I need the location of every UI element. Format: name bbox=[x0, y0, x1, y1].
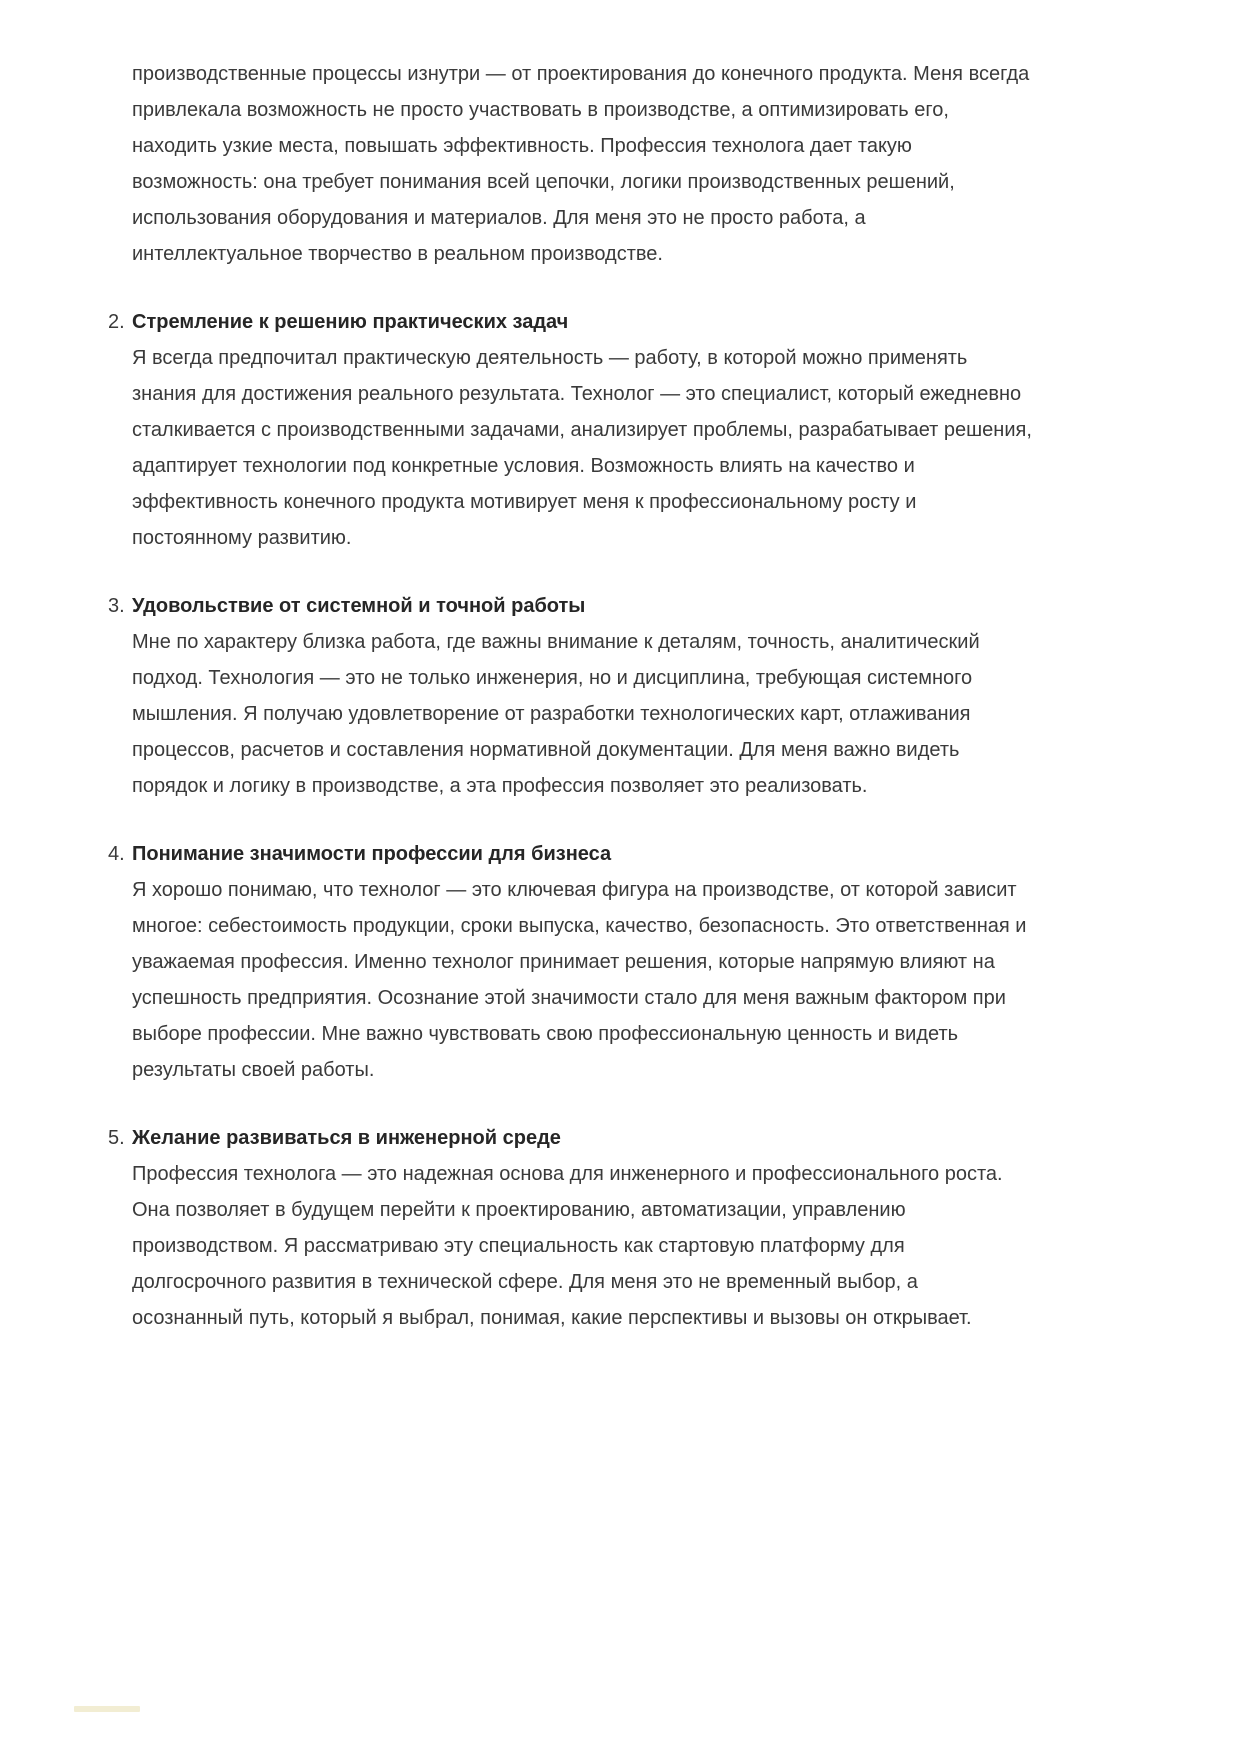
footer-watermark-mark bbox=[74, 1706, 140, 1712]
item-body: Я всегда предпочитал практическую деятельность — работу, в которой можно применять знания для достижения реального результата. Технолог — это специалист, который ежедневно сталкивается с производственными задачами, анализирует проблемы, разрабатывает решения, адаптирует технологии под конкретные условия. Возможность влиять на качество и эффективность конечного продукта мотивирует меня к профессиональному росту и постоянному развитию. bbox=[132, 347, 1032, 549]
item-title: Желание развиваться в инженерной среде bbox=[132, 1127, 561, 1149]
list-item-3 bbox=[108, 588, 1033, 804]
item-number: 4. bbox=[108, 843, 125, 865]
item-title: Удовольствие от системной и точной работы bbox=[132, 595, 586, 617]
text-column bbox=[108, 56, 1033, 1336]
item-number: 2. bbox=[108, 311, 125, 333]
list-item-5 bbox=[108, 1120, 1033, 1336]
list-item-2 bbox=[108, 304, 1033, 556]
item-number: 5. bbox=[108, 1127, 125, 1149]
item-body: Мне по характеру близка работа, где важны внимание к деталям, точность, аналитический подход. Технология — это не только инженерия, но и дисциплина, требующая системного мышления. Я получаю удовлетворение от разработки технологических карт, отлаживания процессов, расчетов и составления нормативной документации. Для меня важно видеть порядок и логику в производстве, а эта профессия позволяет это реализовать. bbox=[132, 631, 980, 797]
item-title: Понимание значимости профессии для бизнеса bbox=[132, 843, 612, 865]
item-number: 3. bbox=[108, 595, 125, 617]
item-body: Я хорошо понимаю, что технолог — это ключевая фигура на производстве, от которой зависит многое: себестоимость продукции, сроки выпуска, качество, безопасность. Это ответственная и уважаемая профессия. Именно технолог принимает решения, которые напрямую влияют на успешность предприятия. Осознание этой значимости стало для меня важным фактором при выборе профессии. Мне важно чувствовать свою профессиональную ценность и видеть результаты своей работы. bbox=[132, 879, 1027, 1081]
item-title: Стремление к решению практических задач bbox=[132, 311, 569, 333]
item-body: Профессия технолога — это надежная основа для инженерного и профессионального роста. Она позволяет в будущем перейти к проектированию, автоматизации, управлению производством. Я рассматриваю эту специальность как стартовую платформу для долгосрочного развития в технической сфере. Для меня это не временный выбор, а осознанный путь, который я выбрал, понимая, какие перспективы и вызовы он открывает. bbox=[132, 1163, 1003, 1329]
list-item-4 bbox=[108, 836, 1033, 1088]
continuation-paragraph: производственные процессы изнутри — от проектирования до конечного продукта. Меня всегда привлекала возможность не просто участвовать в производстве, а оптимизировать его, находить узкие места, повышать эффективность. Профессия технолога дает такую возможность: она требует понимания всей цепочки, логики производственных решений, использования оборудования и материалов. Для меня это не просто работа, а интеллектуальное творчество в реальном производстве. bbox=[132, 63, 1030, 265]
